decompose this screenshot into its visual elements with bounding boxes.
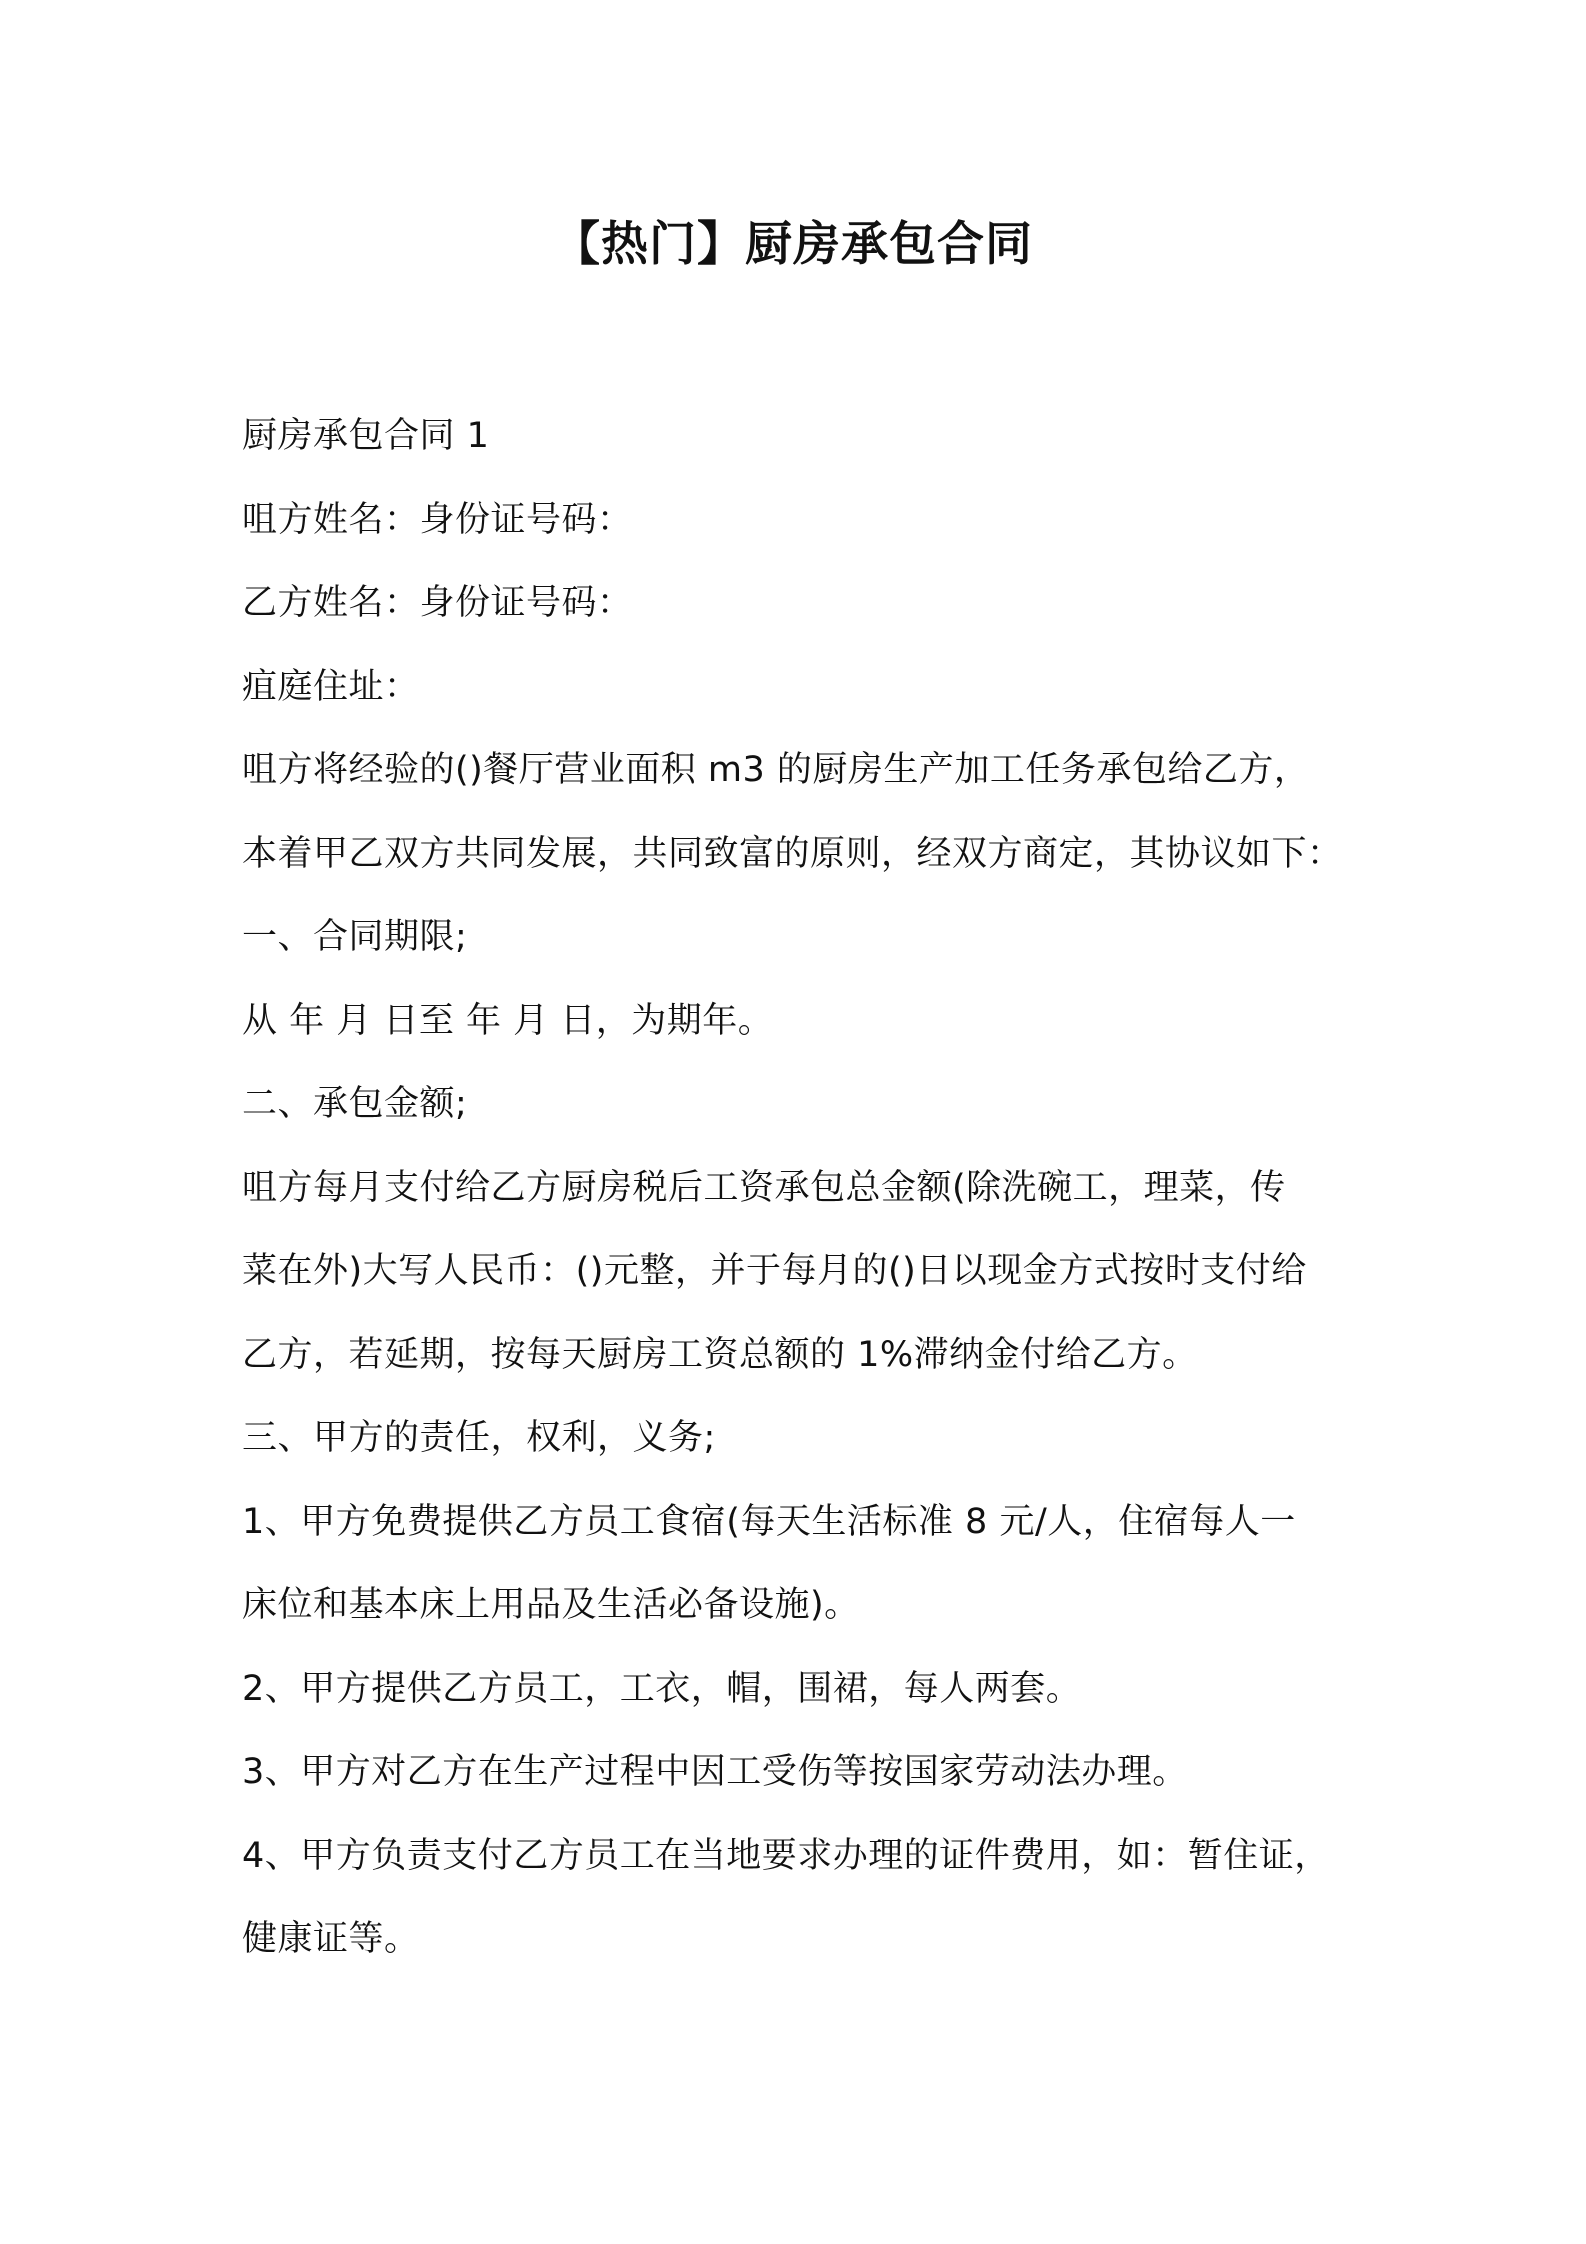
address-line: 疽庭住址： [242,666,420,707]
list-item: 1、甲方免费提供乙方员工食宿(每天生活标准 8 元/人，住宿每人一 [242,1501,1296,1542]
party-b-name-line: 乙方姓名：身份证号码： [242,583,633,623]
paragraph-line: 乙方，若延期，按每天厨房工资总额的 1%滞纳金付给乙方。 [242,1334,1198,1375]
paragraph-line: 菜在外)大写人民币：()元整，并于每月的()日以现金方式按时支付给 [242,1251,1307,1291]
clause-heading: 二、承包金额; [242,1084,468,1124]
list-item: 2、甲方提供乙方员工，工衣，帽，围裙，每人两套。 [242,1668,1082,1709]
paragraph-line: 咀方将经验的()餐厅营业面积 m3 的厨房生产加工任务承包给乙方， [242,750,1310,790]
list-item-continuation: 健康证等。 [242,1919,420,1959]
paragraph-line: 从 年 月 日至 年 月 日，为期年。 [242,1000,774,1041]
list-item: 4、甲方负责支付乙方员工在当地要求办理的证件费用，如：暂住证， [242,1835,1330,1876]
document-title: 【热门】厨房承包合同 [553,217,1033,272]
paragraph-line: 咀方每月支付给乙方厨房税后工资承包总金额(除洗碗工，理菜，传 [242,1167,1286,1208]
clause-heading: 一、合同期限; [242,917,468,957]
party-a-name-line: 咀方姓名：身份证号码： [242,499,633,540]
paragraph-line: 本着甲乙双方共同发展，共同致富的原则，经双方商定，其协议如下： [242,833,1343,874]
section-heading: 厨房承包合同 1 [242,416,490,456]
list-item: 3、甲方对乙方在生产过程中因工受伤等按国家劳动法办理。 [242,1752,1188,1792]
list-item-continuation: 床位和基本床上用品及生活必备设施)。 [242,1585,860,1625]
document-body [242,395,1372,1982]
clause-heading: 三、甲方的责任，权利，义务; [242,1418,716,1458]
